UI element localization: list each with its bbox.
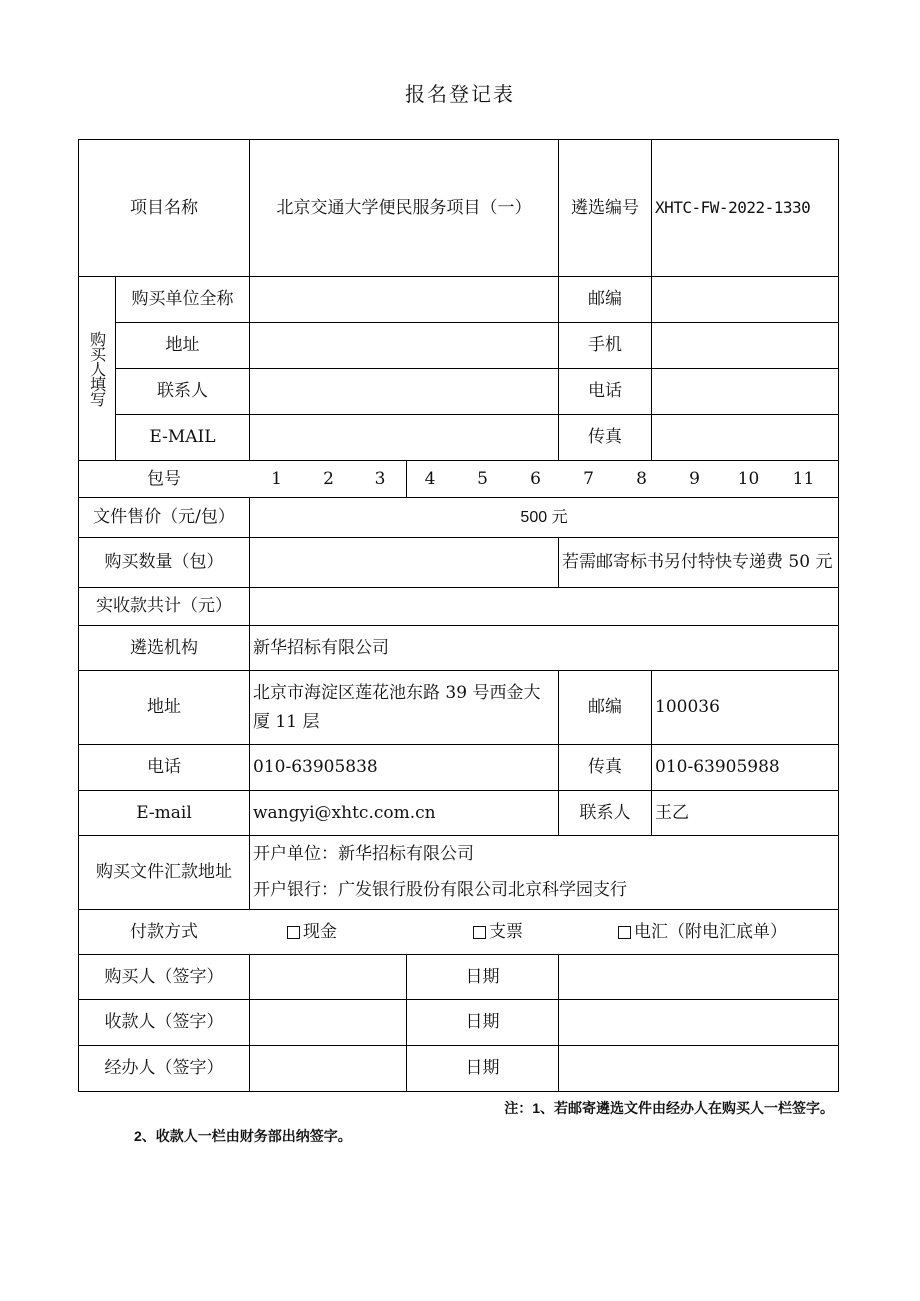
price-value: 500 元 (520, 508, 568, 526)
buyer-phone-field[interactable] (652, 369, 838, 414)
price-label: 文件售价（元/包） (93, 507, 235, 528)
agency-contact-value: 王乙 (655, 802, 689, 823)
package-label: 包号 (147, 468, 181, 489)
agency-postcode-value: 100036 (655, 697, 720, 718)
package-number[interactable]: 7 (583, 468, 594, 489)
package-number[interactable]: 4 (424, 468, 436, 489)
remit-details (250, 836, 838, 909)
package-number[interactable]: 8 (636, 468, 647, 489)
signature-buyer-date-field[interactable] (559, 955, 838, 999)
signature-payee-field[interactable] (250, 1000, 406, 1045)
checkbox-icon[interactable] (618, 926, 631, 939)
project-code-label: 遴选编号 (571, 197, 639, 218)
buyer-email-field[interactable] (250, 415, 558, 460)
buyer-group-text: 购买人填写 (87, 331, 107, 406)
package-number[interactable]: 3 (374, 468, 386, 489)
payment-option-label: 支票 (489, 921, 523, 942)
agency-email-label: E-mail (136, 802, 192, 823)
signature-buyer-date-label: 日期 (465, 966, 500, 987)
buyer-postcode-field[interactable] (652, 277, 838, 322)
buyer-group-label (79, 277, 115, 460)
footnote-1: 注：1、若邮寄遴选文件由经办人在购买人一栏签字。 (504, 1100, 834, 1116)
signature-payee-date-field[interactable] (559, 1000, 838, 1045)
signature-handler-date-label: 日期 (465, 1058, 500, 1079)
signature-handler-label: 经办人（签字） (104, 1058, 224, 1079)
total-field[interactable] (250, 588, 838, 625)
package-number[interactable]: 6 (530, 468, 541, 489)
quantity-shipping-note: 若需邮寄标书另付特快专递费 50 元 (562, 552, 833, 573)
total-label: 实收款共计（元） (96, 596, 232, 617)
agency-address-label: 地址 (147, 697, 181, 718)
buyer-mobile-label: 手机 (588, 335, 622, 356)
remit-account-name: 开户单位：新华招标有限公司 (253, 843, 474, 864)
buyer-mobile-field[interactable] (652, 323, 838, 368)
buyer-contact-label: 联系人 (157, 381, 208, 402)
checkbox-icon[interactable] (473, 926, 486, 939)
buyer-fax-label: 传真 (588, 427, 622, 448)
project-name-label: 项目名称 (130, 197, 198, 218)
agency-postcode-label: 邮编 (588, 697, 622, 718)
signature-buyer-field[interactable] (250, 955, 406, 999)
buyer-address-label: 地址 (165, 335, 200, 356)
signature-payee-date-label: 日期 (465, 1012, 500, 1033)
package-number[interactable]: 5 (477, 468, 488, 489)
payment-label: 付款方式 (130, 921, 198, 942)
package-number[interactable]: 9 (689, 468, 700, 489)
buyer-address-field[interactable] (250, 323, 558, 368)
payment-option-label: 电汇（附电汇底单） (634, 921, 787, 942)
agency-fax-label: 传真 (588, 757, 622, 778)
signature-buyer-label: 购买人（签字） (104, 966, 224, 987)
signature-handler-field[interactable] (250, 1046, 406, 1091)
agency-phone-label: 电话 (147, 757, 181, 778)
payment-option-wire[interactable] (618, 910, 833, 954)
agency-contact-label: 联系人 (579, 802, 631, 823)
buyer-fax-field[interactable] (652, 415, 838, 460)
table-border-bottom (78, 1091, 838, 1092)
package-number[interactable]: 2 (323, 468, 334, 489)
buyer-postcode-label: 邮编 (588, 289, 622, 310)
checkbox-icon[interactable] (287, 926, 300, 939)
package-number[interactable]: 11 (792, 468, 815, 489)
payment-option-label: 现金 (303, 921, 337, 942)
agency-fax-value: 010-63905988 (655, 757, 780, 778)
payment-option-check[interactable] (473, 910, 593, 954)
payment-option-cash[interactable] (287, 910, 407, 954)
agency-phone-value: 010-63905838 (253, 757, 378, 778)
project-code-value: XHTC-FW-2022-1330 (655, 198, 811, 218)
project-name-value: 北京交通大学便民服务项目（一） (276, 197, 532, 218)
quantity-label: 购买数量（包） (104, 552, 224, 573)
buyer-company-label: 购买单位全称 (131, 289, 234, 310)
signature-payee-label: 收款人（签字） (104, 1012, 224, 1033)
buyer-company-field[interactable] (250, 277, 558, 322)
agency-label: 遴选机构 (130, 637, 198, 658)
quantity-field[interactable] (250, 538, 558, 587)
agency-address-value: 北京市海淀区莲花池东路 39 号西金大厦 11 层 (253, 682, 541, 732)
agency-value: 新华招标有限公司 (253, 637, 389, 658)
buyer-phone-label: 电话 (588, 381, 622, 402)
table-border-right (838, 139, 839, 1092)
package-number[interactable]: 10 (737, 468, 760, 489)
agency-email-value: wangyi@xhtc.com.cn (253, 802, 436, 823)
package-number[interactable]: 1 (271, 468, 282, 489)
buyer-contact-field[interactable] (250, 369, 558, 414)
buyer-email-label: E-MAIL (149, 427, 216, 448)
remit-bank: 开户银行：广发银行股份有限公司北京科学园支行 (253, 879, 627, 900)
signature-handler-date-field[interactable] (559, 1046, 838, 1091)
page-title: 报名登记表 (405, 82, 515, 106)
remit-label: 购买文件汇款地址 (96, 862, 232, 883)
footnote-2: 2、收款人一栏由财务部出纳签字。 (134, 1128, 352, 1144)
